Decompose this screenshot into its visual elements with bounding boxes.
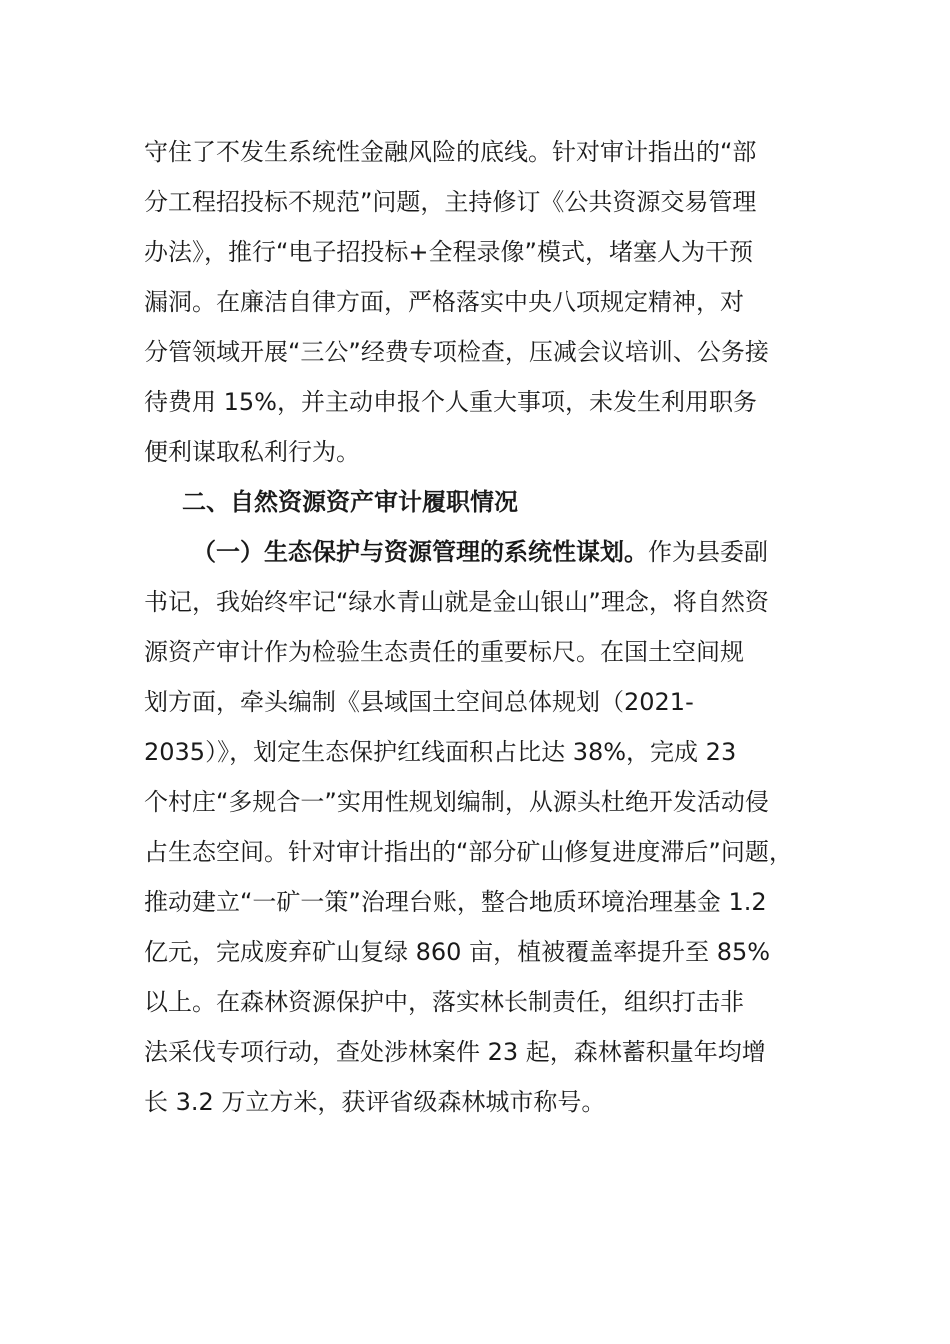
subsection-title: （一）生态保护与资源管理的系统性谋划。 — [192, 538, 648, 566]
text-line: 法采伐专项行动，查处涉林案件 23 起，森林蓄积量年均增 — [144, 1038, 766, 1066]
paragraph-integrity — [144, 127, 824, 477]
section-heading: 二、自然资源资产审计履职情况 — [182, 488, 518, 516]
text-line: 待费用 15%，并主动申报个人重大事项，未发生利用职务 — [144, 388, 757, 416]
text-line: 守住了不发生系统性金融风险的底线。针对审计指出的“部 — [144, 138, 757, 166]
text-line: 分管领域开展“三公”经费专项检查，压减会议培训、公务接 — [144, 338, 769, 366]
text-line: 源资产审计作为检验生态责任的重要标尺。在国土空间规 — [144, 638, 744, 666]
text-line: 推动建立“一矿一策”治理台账，整合地质环境治理基金 1.2 — [144, 888, 767, 916]
text-line: 以上。在森林资源保护中，落实林长制责任，组织打击非 — [144, 988, 744, 1016]
text-line — [144, 527, 824, 577]
text-line: 个村庄“多规合一”实用性规划编制，从源头杜绝开发活动侵 — [144, 788, 769, 816]
text-line: 亿元，完成废弃矿山复绿 860 亩，植被覆盖率提升至 85% — [144, 938, 771, 966]
text-line: 占生态空间。针对审计指出的“部分矿山修复进度滞后”问题， — [144, 838, 793, 866]
document-body — [144, 127, 824, 1127]
text-line: 便利谋取私利行为。 — [144, 438, 360, 466]
paragraph-ecology — [144, 527, 824, 1127]
text-line: 分工程招投标不规范”问题，主持修订《公共资源交易管理 — [144, 188, 757, 216]
subsection-first-line-text: 作为县委副 — [648, 538, 768, 566]
text-line: 书记，我始终牢记“绿水青山就是金山银山”理念，将自然资 — [144, 588, 769, 616]
text-line: 划方面，牵头编制《县域国土空间总体规划（2021- — [144, 688, 694, 716]
text-line: 长 3.2 万立方米，获评省级森林城市称号。 — [144, 1088, 606, 1116]
text-line: 办法》，推行“电子招投标+全程录像”模式，堵塞人为干预 — [144, 238, 753, 266]
text-line: 2035）》，划定生态保护红线面积占比达 38%，完成 23 — [144, 738, 737, 766]
text-line: 漏洞。在廉洁自律方面，严格落实中央八项规定精神，对 — [144, 288, 744, 316]
